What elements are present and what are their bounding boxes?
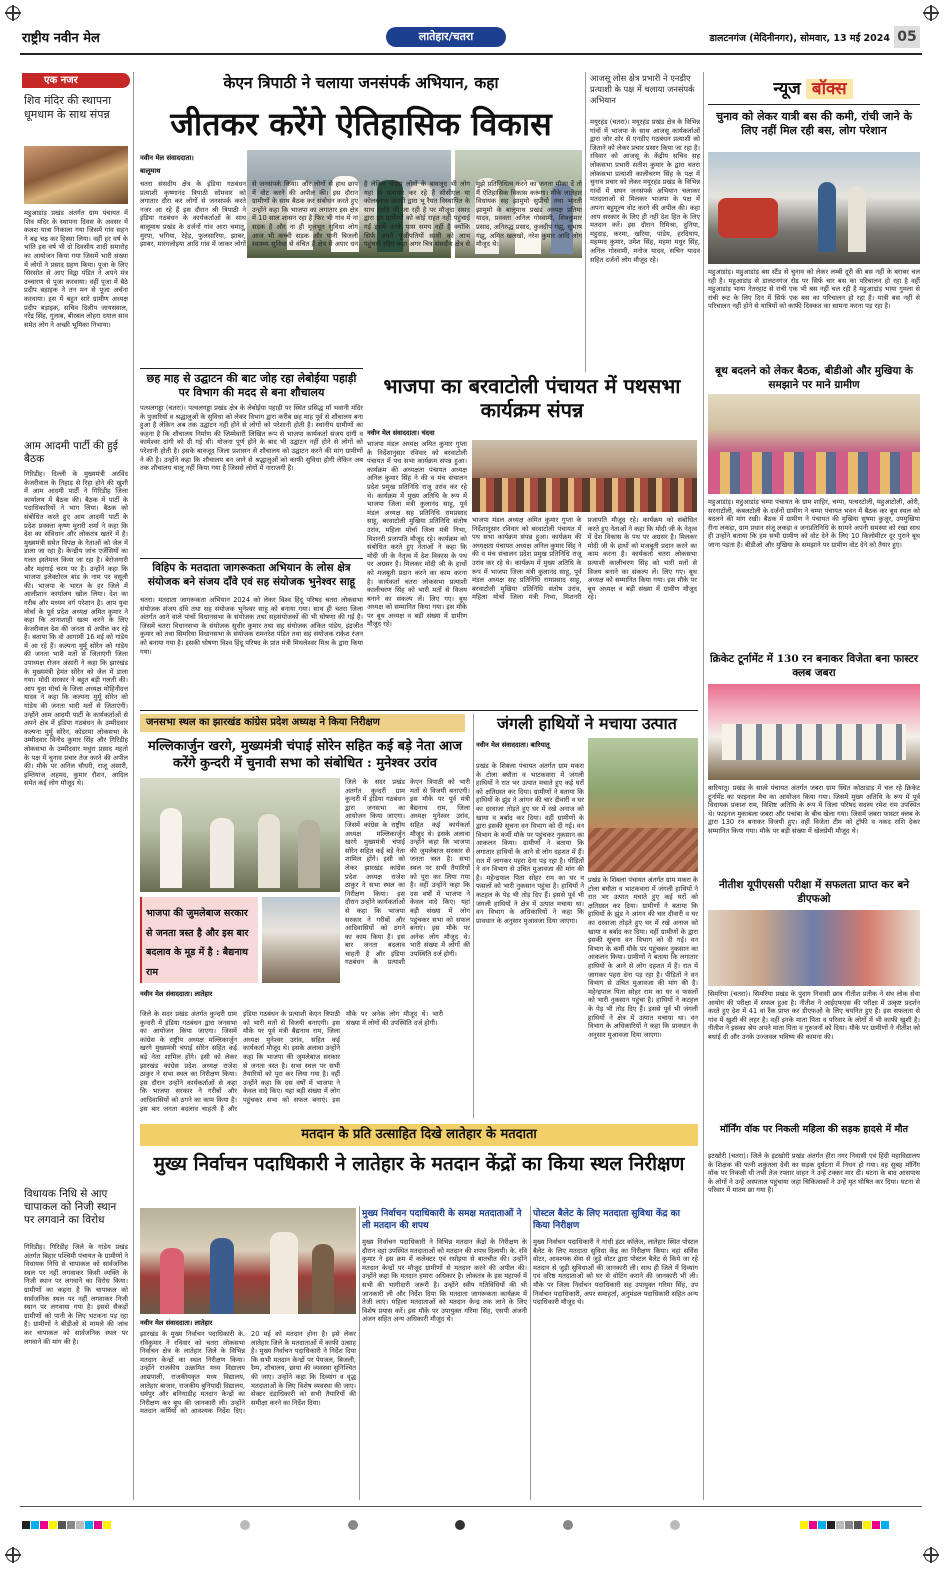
bottom-body: झारखंड के मुख्य निर्वाचन पदाधिकारी के. रविकुमार ने रविवार को चतरा लोकसभा निर्वाचन क्षेत्र के लातेहार जिले के विभिन्न मतदान केन्द्रों का स्थल निरीक्षण किया। उन्होंने राजकीय उत्क्रमित मध्य विद्यालय आम्रपाली, राजकीयकृत मध्य विद्यालय, लातेहार बाजार, राजकीय बुनियादी विद्यालय, धर्मपुर और बनियाडीह मतदान केन्द्रों का निरीक्षण कर बूथ की जानकारी ली। उन्होंने मतदान कर्मियों को आवश्यक निर्देश दिए। 20 मई को मतदान होना है। इसे लेकर लातेहार जिले के मतदाताओं में काफी उत्साह है। मुख्य निर्वाचन पदाधिकारी ने निर्देश दिया कि सभी मतदान केन्द्रों पर पेयजल, बिजली, रैम्प, शौचालय, छाया की व्यवस्था सुनिश्चित की जाए। उन्होंने कहा कि दिव्यांग व वृद्ध मतदाताओं के लिए विशेष व्यवस्था की जाए। सेक्टर दंडाधिकारी को सभी तैयारियों की समीक्षा करने का निर्देश दिया।	[140, 1330, 356, 1416]
upsc-body: सिमरिया (चतरा)। सिमरिया प्रखंड के पुंदाग निवासी छात्र नीतीश प्रतीक ने संघ लोक सेवा आयोग की परीक्षा में सफल हुआ है। नीतीश ने आईएफएस की परीक्षा में उत्कृष्ट प्रदर्शन करते हुए देश में 41 वां रैंक प्राप्त कर डीएफओ के लिए चयनित हुए हैं। इस सफलता से गांव में खुशी की लहर है। वहीं इनके माता पिता व परिवार के लोगों में भी काफी खुशी है। नीतीश ने इसका श्रेय अपने माता पिता व गुरुजनों को दिया। मौके पर ग्रामीणों ने नीतीश को बधाई दी और उनके उज्जवल भविष्य की कामना की।	[708, 990, 921, 1041]
registration-mark	[6, 1548, 20, 1562]
dateline: डालटनगंज (मेदिनीनगर), सोमवार, 13 मई 2024	[709, 33, 890, 44]
kharge-headline: मल्लिकार्जुन खरगे, मुख्यमंत्री चंपाई सोरेन सहित कई बड़े नेता आज करेंगे कुन्दरी में चुनावी सभा को संबोधित : मुनेश्वर उरांव	[147, 739, 462, 771]
left-story-3-body: गिरिडीह। गिरिडीह जिले के गांडेय प्रखंड अंतर्गत बिहार पश्चिमी पंचायत के ग्रामीणों ने विधायक निधि से चापाकल को सार्वजनिक स्थल पर नहीं लगवाकर किसी व्यक्ति के निजी स्थान पर लगवाने का विरोध किया। ग्रामीणों का कहना है कि चापाकल को सार्वजनिक स्थल पर नहीं लगवाकर निजी स्थान पर लगवाया गया है। इससे सैकड़ों ग्रामीणों को पानी के लिए भटकना पड़ रहा है। ग्रामीणों ने बीडीओ से मामले की जांच कर चापाकल को सार्वजनिक स्थल पर लगवाने की मांग की है।	[24, 1243, 128, 1346]
lead-kicker: केएन त्रिपाठी ने चलाया जनसंपर्क अभियान, कहा	[223, 73, 499, 92]
ek-nazar-tag: एक नजर	[22, 73, 130, 88]
kharge-body-b: जिले के सदर प्रखंड अंतर्गत कुन्दरी ग्राम कुन्दरी में इंडिया गठबंधन द्वारा जनसभा का आयोजन किया जाएगा। जिसमें कांग्रेस के राष्ट्रीय अध्यक्ष मल्लिकार्जुन खरगे मुख्यमंत्री चंपाई सोरेन सहित कई बड़े नेता शामिल होंगे। इसी को लेकर झारखंड कांग्रेस प्रदेश अध्यक्ष राजेश ठाकुर ने सभा स्थल का निरीक्षण किया। इस दौरान उन्होंने कार्यकर्ताओं से कहा कि भाजपा सरकार ने गरीबों और आदिवासियों को ठगने का काम किया है। इस बार जनता बदलाव चाहती है और इंडिया गठबंधन के प्रत्याशी केएन त्रिपाठी को भारी मतों से विजयी बनाएगी। इस मौके पर पूर्व मंत्री बैद्यनाथ राम, जिला अध्यक्ष मुनेश्वर उरांव, सहित कई कार्यकर्ता मौजूद थे। इसके अलावा उन्होंने कहा कि भाजपा की जुमलेबाज सरकार से जनता त्रस्त है। सभा स्थल पर सभी तैयारियों को पूरा कर लिया गया है। वहीं उन्होंने कहा कि दस वर्षों में भाजपा ने केवल वादे किए। यहां बड़ी संख्या में लोग पहुंचकर सभा को सफल बनाएं। इस मौके पर अनेक लोग मौजूद थे। भारी संख्या में लोगों की उपस्थिति दर्ज होगी।	[345, 778, 470, 967]
registration-mark	[924, 6, 938, 20]
left-column-divider	[133, 72, 134, 1500]
registration-mark	[924, 1548, 938, 1562]
kharge-byline: नवीन मेल संवाददाता। लातेहार	[140, 990, 213, 998]
pullquote-text: भाजपा की जुमलेबाज सरकार से जनता त्रस्त है और इस बार बदलाव के मूड में है : बैद्यनाथ राम	[146, 908, 249, 978]
masthead	[22, 24, 162, 50]
bjp-headline: भाजपा का बरवाटोली पंचायत में पथसभा कार्यक्रम संपन्न	[383, 374, 681, 422]
header-rule	[20, 53, 922, 55]
cricket-body: बारियातू। प्रखंड के सात्वे पंचायत अंतर्गत जबरा ग्राम स्थित कोठाडाड़ में चल रहे क्रिकेट टूर्नामेंट का फाइनल मैच का आयोजन किया गया। जिसमें मुख्य अतिथि के रूप में पूर्व विधायक प्रकाश राम, विशिष्ट अतिथि के रूप में जिला परिषद सदस्य रमेश राम उपस्थित थे। फाइनल मुकाबला जबरा और पचांबा के बीच खेला गया। जिसमें जबरा फास्टर क्लब के द्वारा 130 रन बनाकर विजयी हुए। वहीं विजेता टीम को ट्रॉफी व नकद राशि देकर सम्मानित किया गया। मौके पर बड़ी संख्या में खेलप्रेमी मौजूद थे।	[708, 784, 920, 835]
accident-headline: मॉर्निंग वॉक पर निकली महिला की सड़क हादसे में मौत	[719, 1124, 909, 1135]
elephant-body-a: प्रखंड के शिबला पंचायत अंतर्गत ग्राम मकरा के टोला बघौता व भाटकवारा में जंगली हाथियों ने रात भर उत्पात मचाते हुए कई घरों को क्षतिग्रस्त कर दिया। ग्रामीणों ने बताया कि हाथियों के झुंड ने आंगन की चार दीवारी व घर का दरवाजा तोड़ते हुए घर में रखे अनाज को खाया व बर्बाद कर दिया। वहीं ग्रामीणों के द्वारा इसकी सूचना वन विभाग को दी गई। वन विभाग के कर्मी मौके पर पहुंचकर नुकसान का आकलन किया। ग्रामीणों ने बताया कि लगातार हाथियों के आने से लोग दहशत में हैं। रात में जागकर पहरा देना पड़ रहा है। पीड़ितों ने वन विभाग से उचित मुआवजा की मांग की है। महेन्द्रपाल पिता सोहर राम का घर व फसलों को भारी नुकसान पहुंचा है। हाथियों ने कटहल के पेड़ भी तोड़ दिए हैं। इससे पूर्व भी जंगली हाथियों ने क्षेत्र में उत्पात मचाया था। वन विभाग के अधिकारियों ने कहा कि प्रावधान के अनुसार मुआवजा दिया जाएगा।	[476, 762, 584, 925]
postal-body: मुख्य निर्वाचन पदाधिकारी ने गांधी इंटर कॉलेज, लातेहार स्थित पोस्टल बैलेट के लिए मतदाता सुविधा केंद्र का निरीक्षण किया। वहां सर्विस वोटर, आवश्यक सेवा से जुड़े वोटर द्वारा पोस्टल बैलेट से किये जा रहे मतदान से जुड़ी सुविधाओं की जानकारी ली। साथ ही जिले में दिव्यांग एवं वरिष्ठ मतदाताओं को घर से वोटिंग कराने की जानकारी भी ली। मौके पर जिला निर्वाचन पदाधिकारी सह उपायुक्त गरिमा सिंह, उप निर्वाचन पदाधिकारी, अपर समाहर्ता, अनुमंडल पदाधिकारी सहित अन्य पदाधिकारी मौजूद थे।	[533, 1238, 698, 1307]
page-number: 05	[894, 26, 920, 48]
kharge-photo	[140, 778, 340, 892]
column-divider-main	[585, 72, 586, 372]
oath-subhead: मुख्य निर्वाचन पदाधिकारी के समक्ष मतदाताओं ने ली मतदान की शपथ	[362, 1209, 522, 1231]
rule-kharge	[140, 710, 698, 711]
footer-rule	[20, 1506, 922, 1507]
center-dots	[240, 1519, 680, 1531]
accident-body: इटखोरी (चतरा)। जिले के इटखोरी प्रखंड अंतर्गत हीरा नगर निवासी एवं हिंदी महाविद्यालय के शिक्षक की पत्नी शकुंतला देवी का सड़क दुर्घटना में निधन हो गया। वह सुबह मॉर्निंग वॉक पर निकली थी तभी तेज रफ्तार वाहन ने उन्हें टक्कर मार दी। घटना के बाद आसपास के लोगों ने उन्हें अस्पताल पहुंचाया जहां चिकित्सकों ने उन्हें मृत घोषित कर दिया। घटना से परिवार में मातम छा गया है।	[708, 1152, 920, 1195]
ajsu-body: मयूरहंड (चतरा)। मयूरहंड प्रखंड क्षेत्र के विभिन्न गांवों में भाजपा के साथ आजसू कार्यकर्ताओं द्वारा जोर शोर से एनडीए गठबंधन प्रत्याशी को जिताने को लेकर प्रचार प्रसार किया जा रहा है। रविवार को आजसू के केंद्रीय सचिव सह लोकसभा प्रभारी सतीश कुमार के द्वारा चतरा लोकसभा प्रत्याशी कालीचरण सिंह के पक्ष में चुनाव प्रचार को लेकर मयूरहंड प्रखंड के विभिन्न गांवों में सघन जनसंपर्क अभियान चलाकर मतदाताओं से मिलकर भाजपा के पक्ष में अपना बहुमूल्य वोट करने की अपील की। कहा आप सरकार के लिए ही नहीं देश हित के लिए मतदान करें। इस दौरान रिमिश्रा, दुनिया, महुदाड़, करमा, खरिया, पांडेय, हरदियाप, महम्मद कुमार, उमेश सिंह, महमा मधुर सिंह, अनिल गोस्वामी, मनोज यादव, सचिन यादव सहित दर्जनों लोग मौजूद रहे।	[590, 118, 700, 264]
left-story-1-body: महुआडांड़ प्रखंड अंतर्गत ग्राम पंचायत में शिव मंदिर के स्थापना दिवस के अवसर में कलश यात्रा निकाला गया जिसमें गांव सहन ने बढ़ चढ़ कर हिस्सा लिया। वहीं हर वर्ष के भांति इस वर्ष भी दो दिवसीय शादी समारोह का आयोजन किया गया जिसमें भारी संख्या में लोगों ने प्रसाद ग्रहण किया। पूजा के लिए सिरसोत से आए विद्वा पंडित ने अपने मंत्र उच्चारण से पूजा करवाया। वहीं पूजा में बैठे प्रदीप बड़ाइक ने तन मन से पूजा अर्चना करवाया। इस में बहुत सारे ग्रामीण अध्यक्ष प्रदीप बड़ाइक, सचिव दिलीप जायसवाल, नरेंद्र सिंह, गुलाब, बीरबल लोहरा दयाल साव समेत लोग ने अच्छी भूमिका निभाया।	[24, 209, 128, 329]
elephant-body-b: प्रखंड के शिबला पंचायत अंतर्गत ग्राम मकरा के टोला बघौता व भाटकवारा में जंगली हाथियों ने रात भर उत्पात मचाते हुए कई घरों को क्षतिग्रस्त कर दिया। ग्रामीणों ने बताया कि हाथियों के झुंड ने आंगन की चार दीवारी व घर का दरवाजा तोड़ते हुए घर में रखे अनाज को खाया व बर्बाद कर दिया। वहीं ग्रामीणों के द्वारा इसकी सूचना वन विभाग को दी गई। वन विभाग के कर्मी मौके पर पहुंचकर नुकसान का आकलन किया। ग्रामीणों ने बताया कि लगातार हाथियों के आने से लोग दहशत में हैं। रात में जागकर पहरा देना पड़ रहा है। पीड़ितों ने वन विभाग से उचित मुआवजा की मांग की है। महेन्द्रपाल पिता सोहर राम का घर व फसलों को भारी नुकसान पहुंचा है। हाथियों ने कटहल के पेड़ भी तोड़ दिए हैं। इससे पूर्व भी जंगली हाथियों ने क्षेत्र में उत्पात मचाया था। वन विभाग के अधिकारियों ने कहा कि प्रावधान के अनुसार मुआवजा दिया जाएगा।	[588, 876, 698, 1039]
left-story-2-headline: आम आदमी पार्टी की हुई बैठक	[24, 440, 118, 465]
left-story-3-headline: विधायक निधि से आए चापाकल को निजी स्थान पर लगवाने का विरोध	[24, 1188, 117, 1226]
postal-subhead: पोस्टल बैलेट के लिए मतदाता सुविधा केंद्र का किया निरीक्षण	[533, 1209, 680, 1231]
voters-body: चतरा। मतदाता जागरूकता अभियान 2024 को लेकर विश्व हिंदू परिषद चतरा लोकसभा संयोजक संजय दाँवे तथा सह संयोजक भुनेश्वर साहू को बनाया गया। साथ ही चतरा जिला अंतर्गत आने वाले पांचों विधानसभा के संयोजक तथा सहसंयोजकों की भी घोषणा की गई है। जिसमें चतरा विधानसभा के संयोजक सुधीर कुमार तथा सह संयोजक अंकित पांडेय, इंद्रजीत कुमार को तथा सिमरिया विधानसभा के संयोजक रामनरेश पंडित तथा सह संयोजक राकेश रंजन को बनाया गया है। इसकी घोषणा विश्व हिंदू परिषद के प्रांत मंत्री मिथलेश्वर मिश्र के द्वारा किया गया।	[140, 596, 363, 656]
booth-headline: बूथ बदलने को लेकर बैठक, बीडीओ और मुखिया के समझाने पर माने ग्रामीण	[715, 365, 913, 391]
rule-toilet	[140, 368, 363, 369]
rule-voters	[140, 558, 363, 559]
elephant-byline: नवीन मेल संवाददाता। बारियातू	[476, 741, 550, 749]
news-box-title-b: बॉक्स	[806, 79, 853, 99]
kharge-inset-photo	[262, 897, 340, 983]
bjp-body-b: भाजपा मंडल अध्यक्ष अमित कुमार गुप्ता के निर्देशानुसार रविवार को बरवाटोली पंचायत में पथ सभा कार्यक्रम संपन्न हुआ। कार्यक्रम की अध्यक्षता पंचायत अध्यक्ष अनिल कुमार सिंह ने की व मंच संचालन प्रदेश प्रमुख प्रतिनिधि राजू उरांव कर रहे थे। कार्यक्रम में मुख्य अतिथि के रूप में भाजपा जिला मंत्री कुलानंद साहू, पूर्व मंडल अध्यक्ष सह प्रतिनिधि रामप्रसाद साहू, बरवाटोली मुखिया प्रतिनिधि संतोष उरांव, महिला मोर्चा जिला मंत्री निभा, मिशनरी प्रजापति मौजूद रहे। कार्यक्रम को संबोधित करते हुए नेताओं ने कहा कि मोदी जी के नेतृत्व में देश विकास के पथ पर अग्रसर है। मिलकर मोदी जी के हाथों को मजबूती प्रदान करने का काम करना है। कार्यकर्ता चतरा लोकसभा प्रत्याशी कालीचरण सिंह को भारी मतों से विजय बनाने का संकल्प लें। लिए गए। बूथ अध्यक्ष को सम्मानित किया गया। इस मौके पर बूथ अध्यक्ष व बड़ी संख्या में ग्रामीण मौजूद रहे।	[472, 516, 697, 602]
upsc-photo	[708, 910, 920, 986]
elephant-divider	[473, 714, 474, 1118]
bjp-byline: नवीन मेल संवाददाता। चंदवा	[367, 429, 435, 437]
news-box-title	[708, 76, 918, 102]
kharge-banner: जनसभा स्थल का झारखंड कांग्रेस प्रदेश अध्यक्ष ने किया निरीक्षण	[140, 714, 465, 732]
oath-body: मुख्य निर्वाचन पदाधिकारी ने विभिन्न मतदान केंद्रों के निरीक्षण के दौरान वहां उपस्थित मतदाताओं को मतदान की शपथ दिलायी। के. रवि कुमार ने इस क्रम में कलेक्टर एवं रसोइया से बातचीत की। उन्होंने मतदान केन्द्रों पर मौजूद ग्रामीणों से मतदान करने की अपील की। उन्होंने कहा कि मतदान हमारा अधिकार है। लोकतंत्र के इस महापर्व में सभी की भागीदारी जरूरी है। उन्होंने स्वीप गतिविधियों की भी जानकारी ली और निर्देश दिया कि मतदाता जागरूकता कार्यक्रम में तेजी लाएं। महिला मतदाताओं को मतदान केन्द्र तक लाने के लिए विशेष प्रयास करें। इस मौके पर उपायुक्त गरिमा सिंह, एसपी अंजनी अंजन सहित अन्य अधिकारी मौजूद थे।	[362, 1238, 527, 1324]
bjp-body-a: भाजपा मंडल अध्यक्ष अमित कुमार गुप्ता के निर्देशानुसार रविवार को बरवाटोली पंचायत में पथ सभा कार्यक्रम संपन्न हुआ। कार्यक्रम की अध्यक्षता पंचायत अध्यक्ष अनिल कुमार सिंह ने की व मंच संचालन प्रदेश प्रमुख प्रतिनिधि राजू उरांव कर रहे थे। कार्यक्रम में मुख्य अतिथि के रूप में भाजपा जिला मंत्री कुलानंद साहू, पूर्व मंडल अध्यक्ष सह प्रतिनिधि रामप्रसाद साहू, बरवाटोली मुखिया प्रतिनिधि संतोष उरांव, महिला मोर्चा जिला मंत्री निभा, मिशनरी प्रजापति मौजूद रहे। कार्यक्रम को संबोधित करते हुए नेताओं ने कहा कि मोदी जी के नेतृत्व में देश विकास के पथ पर अग्रसर है। मिलकर मोदी जी के हाथों को मजबूती प्रदान करने का काम करना है। कार्यकर्ता चतरा लोकसभा प्रत्याशी कालीचरण सिंह को भारी मतों से विजय बनाने का संकल्प लें। लिए गए। बूथ अध्यक्ष को सम्मानित किया गया। इस मौके पर बूथ अध्यक्ष व बड़ी संख्या में ग्रामीण मौजूद रहे।	[367, 440, 467, 629]
voters-headline: विहिप के मतदाता जागरूकता अभियान के लोस क्षेत्र संयोजक बने संजय दाँवे एवं सह संयोजक भुनेश्वर साहू	[147, 562, 356, 588]
registration-mark	[6, 6, 20, 20]
cricket-photo	[708, 684, 920, 780]
cricket-headline: क्रिकेट टूर्नामेंट में 130 रन बनाकर विजेता बना फास्टर क्लब जबरा	[709, 653, 919, 679]
kharge-pullquote	[140, 897, 258, 983]
lead-place: बालूमाथ	[140, 167, 161, 175]
color-bar-left	[22, 1521, 111, 1529]
bottom-photo	[140, 1208, 356, 1314]
bus-headline: चुनाव को लेकर यात्री बस की कमी, रांची जाने के लिए नहीं मिल रही बस, लोग परेशान	[716, 110, 912, 137]
bottom-divider-2	[530, 1206, 531, 1500]
left-story-2-body: गिरिडीह। दिल्ली के मुख्यमंत्री अरविंद केजरीवाल के तिहाड़ से रिहा होने की खुशी में आम आदमी पार्टी ने गिरिडीह जिला कार्यालय में बैठक की। बैठक में पार्टी के पदाधिकारियों ने भाग लिया। बैठक को संबोधित करते हुए आम आदमी पार्टी के प्रदेश प्रवक्ता कृष्ण मुरारी शर्मा ने कहा कि देश का संविधान और लोकतंत्र खतरे में है। मुख्यमंत्री समेत विपक्ष के नेताओं को जेल में डाला जा रहा है। केन्द्रीय जांच एजेंसियों का गलत इस्तेमाल किया जा रहा है। बेरोजगारी और महंगाई चरम पर है। उन्होंने कहा कि भाजपा इलेक्टोरल बांड के नाम पर वसूली की। भाजपा के भारत के हर जिले में आलीशान कार्यालय खोल लिया। देश का गरीब और मध्यम वर्ग परेशान है। आप युवा मोर्चा के पूर्व प्रदेश अध्यक्ष अमित कुमार ने कहा कि तानाशाही खत्म करने के लिए केजरीवाल देश की जनता से अपील कर रहे हैं। बताया कि वो आगामी 16 मई को गांडेय में आ रहे हैं। कल्पना मुर्मू सोरेन को गांडेय की जनता भारी मतों से जिताएंगी जिला उपाध्यक्ष रोजन अंसारी ने कहा कि झारखंड के मुख्यमंत्री हेमंत सोरेन को जेल में डाला गया। मोदी सरकार ने बहुत बड़ी गलती की। आप युवा मोर्चा के जिला अध्यक्ष मोहिनीदत्त यादव ने कहा कि कल्पना मुर्मू सोरेन को गांडेय की जनता भारी मतों से जिताएंगी। उन्होंने आम आदमी पार्टी के कार्यकर्ताओं से अपने क्षेत्र में इंडिया गठबंधन के उम्मीदवार कल्पना मुर्मू सोरेन, कोडरमा लोकसभा के उम्मीदवार विनोद कुमार सिंह और गिरिडीह लोकसभा के उम्मीदवार मथुरा प्रसाद महतो के पक्ष में चुनाव प्रचार तेज करने की अपील की। मौके पर अनिल चौधरी, राजू अंसारी, इम्तियाज अहमद, कुमार रौशन, आदिल समेत कई लोग मौजूद थे।	[24, 470, 128, 788]
ajsu-lead: आजसू लोस क्षेत्र प्रभारी ने एनडीए प्रत्याशी के पक्ष में चलाया जनसंपर्क अभियान	[590, 73, 695, 105]
toilet-headline: छह माह से उद्घाटन की बाट जोह रहा लेबोईया पहाड़ी पर विभाग की मदद से बना शौचालय	[146, 372, 357, 399]
bjp-photo	[472, 440, 697, 512]
lead-byline: नवीन मेल संवाददाता।	[140, 154, 194, 162]
bus-photo	[708, 152, 920, 264]
bottom-headline: मुख्य निर्वाचन पदाधिकारी ने लातेहार के मतदान केंद्रों का किया स्थल निरीक्षण	[153, 1153, 685, 1175]
booth-photo	[708, 394, 920, 494]
elephant-headline: जंगली हाथियों ने मचाया उत्पात	[497, 714, 677, 733]
elephant-photo	[588, 738, 698, 872]
temple-photo	[24, 146, 128, 204]
bus-body: महुआडांड़। महुआडांड़ बस स्टैंड से चुनाव को लेकर लम्बी दूरी की बस नहीं के बराबर चल रही है। महुआडांड़ से डालटनगंज रोड पर सिर्फ चार बस का परिचालन हो रहा है वहीं महुआडांड़ भाया नेतरहाट से रांची एक भी बस नहीं चल रही है महुआडांड़ भाया गुमला से रांची रूट के लिए दिन में सिर्फ एक बस का परिचालन हो रहा है। यात्री बस नहीं से परिचालन नहीं होने से यात्रियों को काफी दिक्कत का सामना करना पड़ रहा है।	[708, 268, 920, 311]
news-box-rule	[708, 104, 920, 105]
kharge-body-a: जिले के सदर प्रखंड अंतर्गत कुन्दरी ग्राम कुन्दरी में इंडिया गठबंधन द्वारा जनसभा का आयोजन किया जाएगा। जिसमें कांग्रेस के राष्ट्रीय अध्यक्ष मल्लिकार्जुन खरगे मुख्यमंत्री चंपाई सोरेन सहित कई बड़े नेता शामिल होंगे। इसी को लेकर झारखंड कांग्रेस प्रदेश अध्यक्ष राजेश ठाकुर ने सभा स्थल का निरीक्षण किया। इस दौरान उन्होंने कार्यकर्ताओं से कहा कि भाजपा सरकार ने गरीबों और आदिवासियों को ठगने का काम किया है। इस बार जनता बदलाव चाहती है और इंडिया गठबंधन के प्रत्याशी केएन त्रिपाठी को भारी मतों से विजयी बनाएगी। इस मौके पर पूर्व मंत्री बैद्यनाथ राम, जिला अध्यक्ष मुनेश्वर उरांव, सहित कई कार्यकर्ता मौजूद थे। इसके अलावा उन्होंने कहा कि भाजपा की जुमलेबाज सरकार से जनता त्रस्त है। सभा स्थल पर सभी तैयारियों को पूरा कर लिया गया है। वहीं उन्होंने कहा कि दस वर्षों में भाजपा ने केवल वादे किए। यहां बड़ी संख्या में लोग पहुंचकर सभा को सफल बनाएं। इस मौके पर अनेक लोग मौजूद थे। भारी संख्या में लोगों की उपस्थिति दर्ज होगी।	[140, 1010, 443, 1113]
right-column-divider	[703, 72, 704, 1500]
color-bar-right	[800, 1521, 889, 1529]
lead-body: चतरा संसदीय क्षेत्र के इंडिया गठबंधन प्रत्याशी कृष्णानंद त्रिपाठी सोमवार को लगातार दौरा कर लोगों से जनसंपर्क करते नजर आ रहे हैं इस दौरान श्री त्रिपाठी ने इंडिया गठबंधन के कार्यकर्ताओं के साथ बालूमाथ प्रखंड के दर्जनों गांव आरा चमातू, मुरपा, भगिया, रेहेड़, फुलसारिया, झाबर, झाबर, मारंगलोइया आदि गांव में जाकर लोगों से जनसंपर्क किया। और लोगों से हाथ छाप में वोट करने की अपील की। इस दौरान ग्रामीणों के साथ बैठक कर संबोधन करते हुए उन्होंने कहा कि भाजपा का लगातार इस क्षेत्र में 10 साल शासन रहा है फिर भी गांव में ना सड़क है और ना ही मूलभूत सुविधा लोग आज भी कच्ची सड़क और पानी बिजली स्वास्थ्य सुविधा से वंचित हैं क्षेत्र में अपार धन है लेकिन संपदा लोगों के बावजूद भी लोग यहां से पलायन कर रहे हैं सीसीएल या कोलब्लाक कंपनी द्वारा भू रैयत विस्थापित के साथ जाति की जा रही है पर मौजूदा संसद द्वारा इन ग्रामीणों को कोई राहत नहीं पहुंचाई गई इसमें उनके पास समय नहीं है क्योंकि सिर्फ अपने पूंजीपतियों साथी को लाभ पहुंचाने रहिए कहा अगर चित्र संसदीय क्षेत्र से मुझे प्रतिनिधित्व करने का जनता मौका दें तो मैं ऐतिहासिक विकास करूंगा। मौके लातेहार विधायक सह झामुमो सुप्रीयो तथा भारती झामुमो के बालूमाथ प्रखंड अध्यक्ष प्रतिमा यादव, प्रवक्ता अनिल गोस्वामी, शिवकुमार प्रसाद, अनिरुद्ध प्रसाद, कुलदीप गंझू, सुभाष गंझू, अमित खलखो, नरेश कुमार आदि लोग मौजूद थे।	[140, 180, 582, 249]
lead-headline: जीतकर करेंगे ऐतिहासिक विकास	[170, 105, 552, 143]
upsc-headline: नीतीश यूपीएससी परीक्षा में सफलता प्राप्त कर बने डीएफओ	[718, 879, 910, 905]
bottom-banner: मतदान के प्रति उत्साहित दिखे लातेहार के मतदाता	[140, 1124, 698, 1146]
bottom-byline: नवीन मेल संवाददाता। लातेहार	[140, 1319, 213, 1327]
section-tab: लातेहार/चतरा	[386, 27, 506, 47]
left-story-1-headline: शिव मंदिर की स्थापना धूमधाम के साथ संपन्न	[24, 94, 112, 121]
masthead-title: राष्ट्रीय नवीन मेल	[22, 31, 100, 46]
booth-body: महुआडांड़। महुआडांड़ चम्पा पंचायत के ग्राम शाहिर, चम्पा, पत्थरटोली, महुआटोली, ओरी, सरनाटोली, कंबलटोली के दर्जनों ग्रामीण ने चम्पा पंचायत भवन में बैठक कर बूथ स्थल को बदलने की मांग रखी। बैठक में ग्रामीण ने पंचायत की मुखिया सुषमा कुजूर, उपमुखिया रीना लकड़ा, ग्राम प्रधान संजू लकड़ा व जनप्रतिनिधि के सामने अपनी समस्या को रखा साथ ही उन्होंने बताया कि हम सभी ग्रामीण को वोट देने के लिए 10 किलोमीटर दूर पुराने बूथ जाना पड़ता है। बीडीओ और मुखिया के समझाने पर ग्रामीण वोट देने को तैयार हुए।	[708, 498, 920, 549]
bottom-divider-1	[359, 1206, 360, 1500]
toilet-body: पत्थलगड्डा (चतरा)। पत्थलगड्डा प्रखंड क्षेत्र के लेबोईया पहाड़ी पर स्थित प्रसिद्ध माँ भवानी मंदिर के पुजारियों व श्रद्धालुओं के सुविधा को लेकर विभाग द्वारा करीब छह माह पूर्व से शौचालय बना हुआ है लेकिन अब तक उद्घाटन नहीं होने से लोगों को परेशानी होती है। स्थानीय ग्रामीणों का कहना है कि शौचालय निर्माण की जिम्मेवारी लिखित रूप से भाजपा कार्यकर्ता संजय दांगी व कामेश्वर दांगी को दी गई थी। योजना पूर्ण होने के बाद भी उद्घाटन नहीं होने से लोगों को परेशानी होती है। इसके बावजूद जिला प्रशासन से शौचालय को उद्घाटन करने की मांग ग्रामीणों ने की है। उन्होंने कहा कि शौचालय बन जाने से श्रद्धालुओं को काफी सुविधा होगी लेकिन अब तक शौचालय चालू नहीं किया गया है जिससे लोगों में नाराजगी है।	[140, 404, 363, 473]
news-box-title-a: न्यूज	[773, 79, 801, 99]
